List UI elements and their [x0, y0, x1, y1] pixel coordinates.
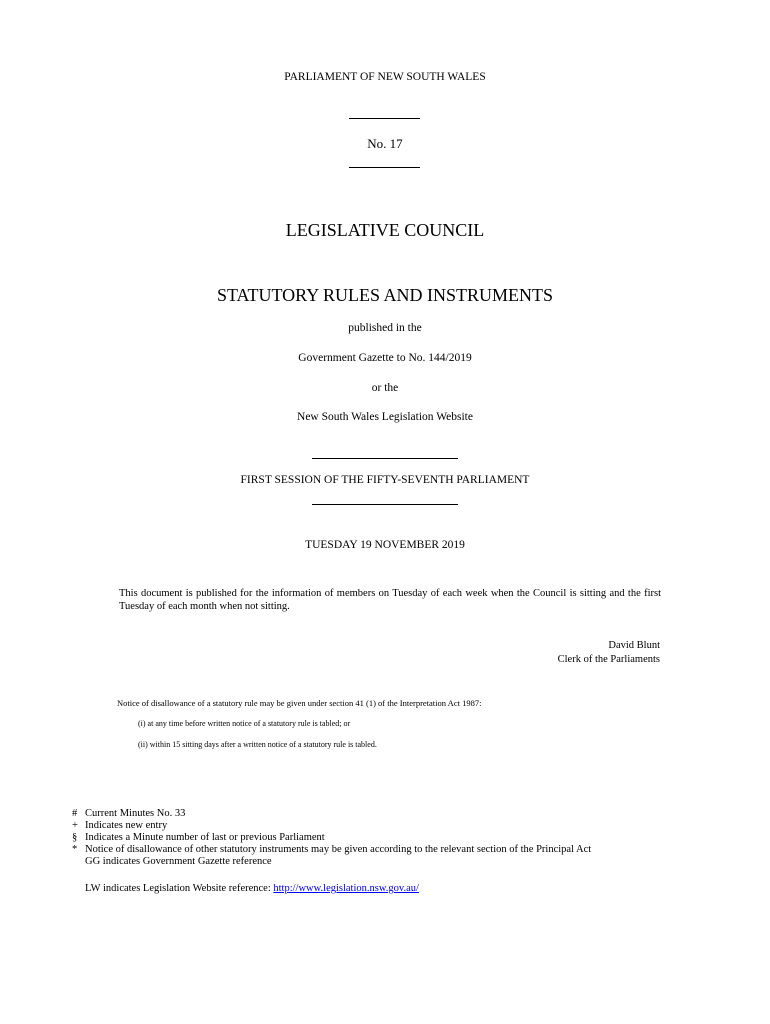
- notice-item-2: (ii) within 15 sitting days after a written notice of a statutory rule is tabled.: [138, 740, 377, 749]
- page-title: STATUTORY RULES AND INSTRUMENTS: [216, 285, 554, 305]
- parliament-heading: PARLIAMENT OF NEW SOUTH WALES: [284, 71, 486, 83]
- divider-session-bottom: [312, 504, 458, 505]
- gazette-reference: Government Gazette to No. 144/2019: [298, 352, 472, 364]
- house-title: LEGISLATIVE COUNCIL: [285, 220, 485, 240]
- lw-prefix: LW indicates Legislation Website reference:: [85, 883, 274, 894]
- divider-session-top: [312, 458, 458, 459]
- legend-item: [72, 808, 185, 820]
- legend-text: Indicates a Minute number of last or previous Parliament: [85, 832, 325, 843]
- or-the-text: or the: [371, 382, 399, 394]
- legend-symbol: §: [72, 832, 78, 843]
- legislation-website-link[interactable]: http://www.legislation.nsw.gov.au/: [273, 883, 419, 894]
- clerk-name: David Blunt: [608, 640, 660, 651]
- website-reference: New South Wales Legislation Website: [297, 411, 473, 423]
- clerk-title: Clerk of the Parliaments: [557, 654, 660, 665]
- legend-text: Current Minutes No. 33: [85, 808, 186, 819]
- lw-reference: [85, 883, 419, 895]
- divider-number: [349, 167, 420, 168]
- legend-symbol: *: [72, 844, 78, 855]
- notice-item-1: (i) at any time before written notice of a statutory rule is tabled; or: [138, 719, 351, 728]
- divider-top: [349, 118, 420, 119]
- document-number: No. 17: [367, 136, 403, 151]
- legend-item: [72, 844, 591, 856]
- legend-text: Notice of disallowance of other statutory instruments may be given according to the relevant section of the Principal Act: [85, 844, 592, 855]
- session-heading: FIRST SESSION OF THE FIFTY-SEVENTH PARLIAMENT: [240, 474, 530, 486]
- legend-text: Indicates new entry: [85, 820, 168, 831]
- sitting-date: TUESDAY 19 NOVEMBER 2019: [305, 539, 465, 551]
- legend-item: [72, 820, 167, 832]
- legend-text: GG indicates Government Gazette reference: [85, 856, 272, 867]
- legend-symbol: #: [72, 808, 78, 819]
- legend-item: [72, 832, 325, 844]
- legend-symbol: +: [72, 820, 78, 831]
- intro-paragraph: This document is published for the information of members on Tuesday of each week when the Council is sitting and the first Tuesday of each month when not sitting.: [119, 588, 661, 612]
- published-in-text: published in the: [348, 322, 422, 334]
- disallowance-notice: Notice of disallowance of a statutory rule may be given under section 41 (1) of the Interpretation Act 1987:: [117, 698, 482, 708]
- legend-item: [72, 856, 272, 868]
